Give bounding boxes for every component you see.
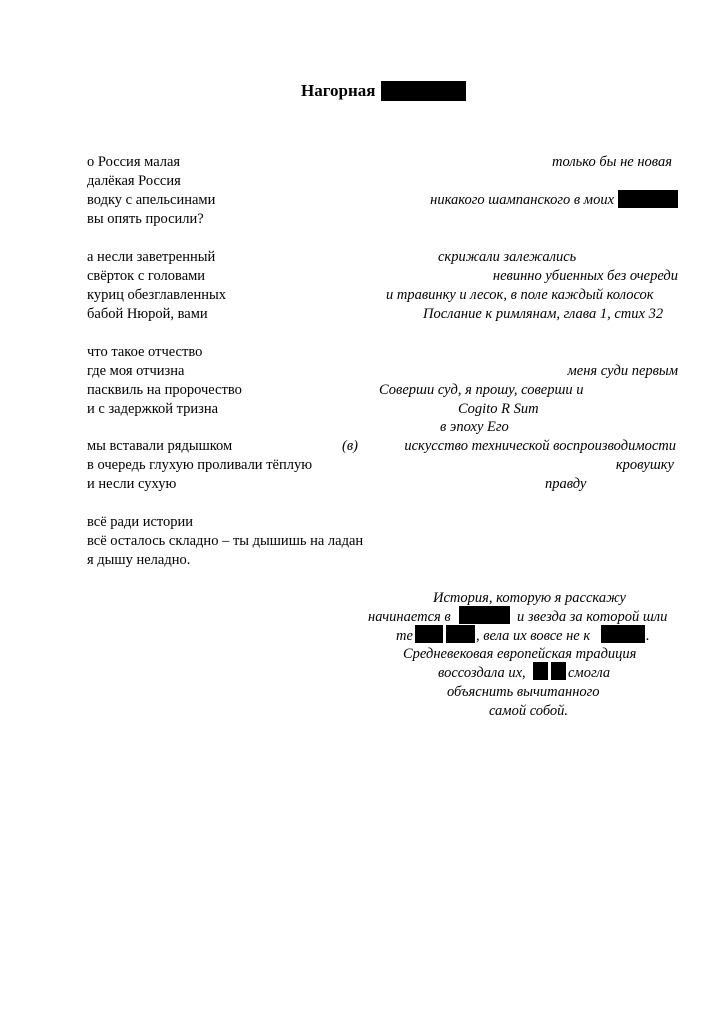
right-line: Послание к римлянам, глава 1, стих 32 (423, 306, 664, 322)
poem-line: свёрток с головами (87, 268, 206, 284)
story-line-part: воссоздала их, (438, 665, 526, 681)
story-line: История, которую я расскажу (433, 590, 626, 606)
right-line: и травинку и лесок, в поле каждый колосок (386, 287, 654, 303)
story-line-part: смогла (568, 665, 611, 681)
poem-line: где моя отчизна (87, 363, 185, 379)
right-line: Соверши суд, я прошу, соверши и (379, 382, 584, 398)
poem-line: и с задержкой тризна (87, 401, 219, 417)
redaction-bar (551, 662, 566, 680)
poem-line: и несли сухую (87, 476, 177, 492)
poem-line: мы вставали рядышком (87, 438, 233, 454)
poem-line: пасквиль на пророчество (87, 382, 242, 398)
redaction-bar (618, 190, 678, 208)
poem-line: водку с апельсинами (87, 192, 216, 208)
story-line: объяснить вычитанного (447, 684, 600, 700)
redaction-bar (446, 625, 475, 643)
story-line-part: те (396, 628, 413, 644)
poem-line: вы опять просили? (87, 211, 204, 227)
marker-label: (в) (342, 438, 358, 454)
right-line: никакого шампанского в моих (430, 192, 614, 208)
poem-line: далёкая Россия (87, 173, 181, 189)
right-line: невинно убиенных без очереди (492, 268, 678, 284)
story-line-part: , вела их вовсе не к (476, 628, 591, 644)
poem-line: что такое отчество (87, 344, 203, 360)
story-line-part: начинается в (368, 609, 451, 625)
redaction-bar (459, 606, 510, 624)
redaction-bar (533, 662, 548, 680)
title-text: Нагорная (301, 81, 376, 100)
redaction-bar (381, 81, 466, 101)
right-line: в эпоху Его (440, 419, 509, 435)
story-line: самой собой. (489, 703, 569, 719)
story-line: Средневековая европейская традиция (403, 646, 637, 662)
story-line-part: . (646, 628, 650, 644)
story-line-part: и звезда за которой шли (517, 609, 668, 625)
poem-line: всё ради истории (87, 514, 194, 530)
poem-line: всё осталось складно – ты дышишь на ладан (87, 533, 364, 549)
poem-line: о Россия малая (87, 154, 181, 170)
poem-line: в очередь глухую проливали тёплую (87, 457, 313, 473)
right-line: искусство технической воспроизводимости (404, 438, 676, 454)
right-line: скрижали залежались (438, 249, 577, 265)
right-line: меня суди первым (567, 363, 678, 379)
poem-line: я дышу неладно. (87, 552, 191, 568)
poem-line: а несли заветренный (87, 249, 216, 265)
redaction-bar (415, 625, 443, 643)
right-line: Cogito R Sum (458, 401, 539, 417)
redaction-bar (601, 625, 645, 643)
right-line: правду (545, 476, 587, 492)
page-title (301, 81, 375, 101)
right-line: кровушку (615, 457, 674, 473)
poem-line: бабой Нюрой, вами (87, 306, 208, 322)
poem-line: куриц обезглавленных (87, 287, 226, 303)
right-line: только бы не новая (551, 154, 672, 170)
